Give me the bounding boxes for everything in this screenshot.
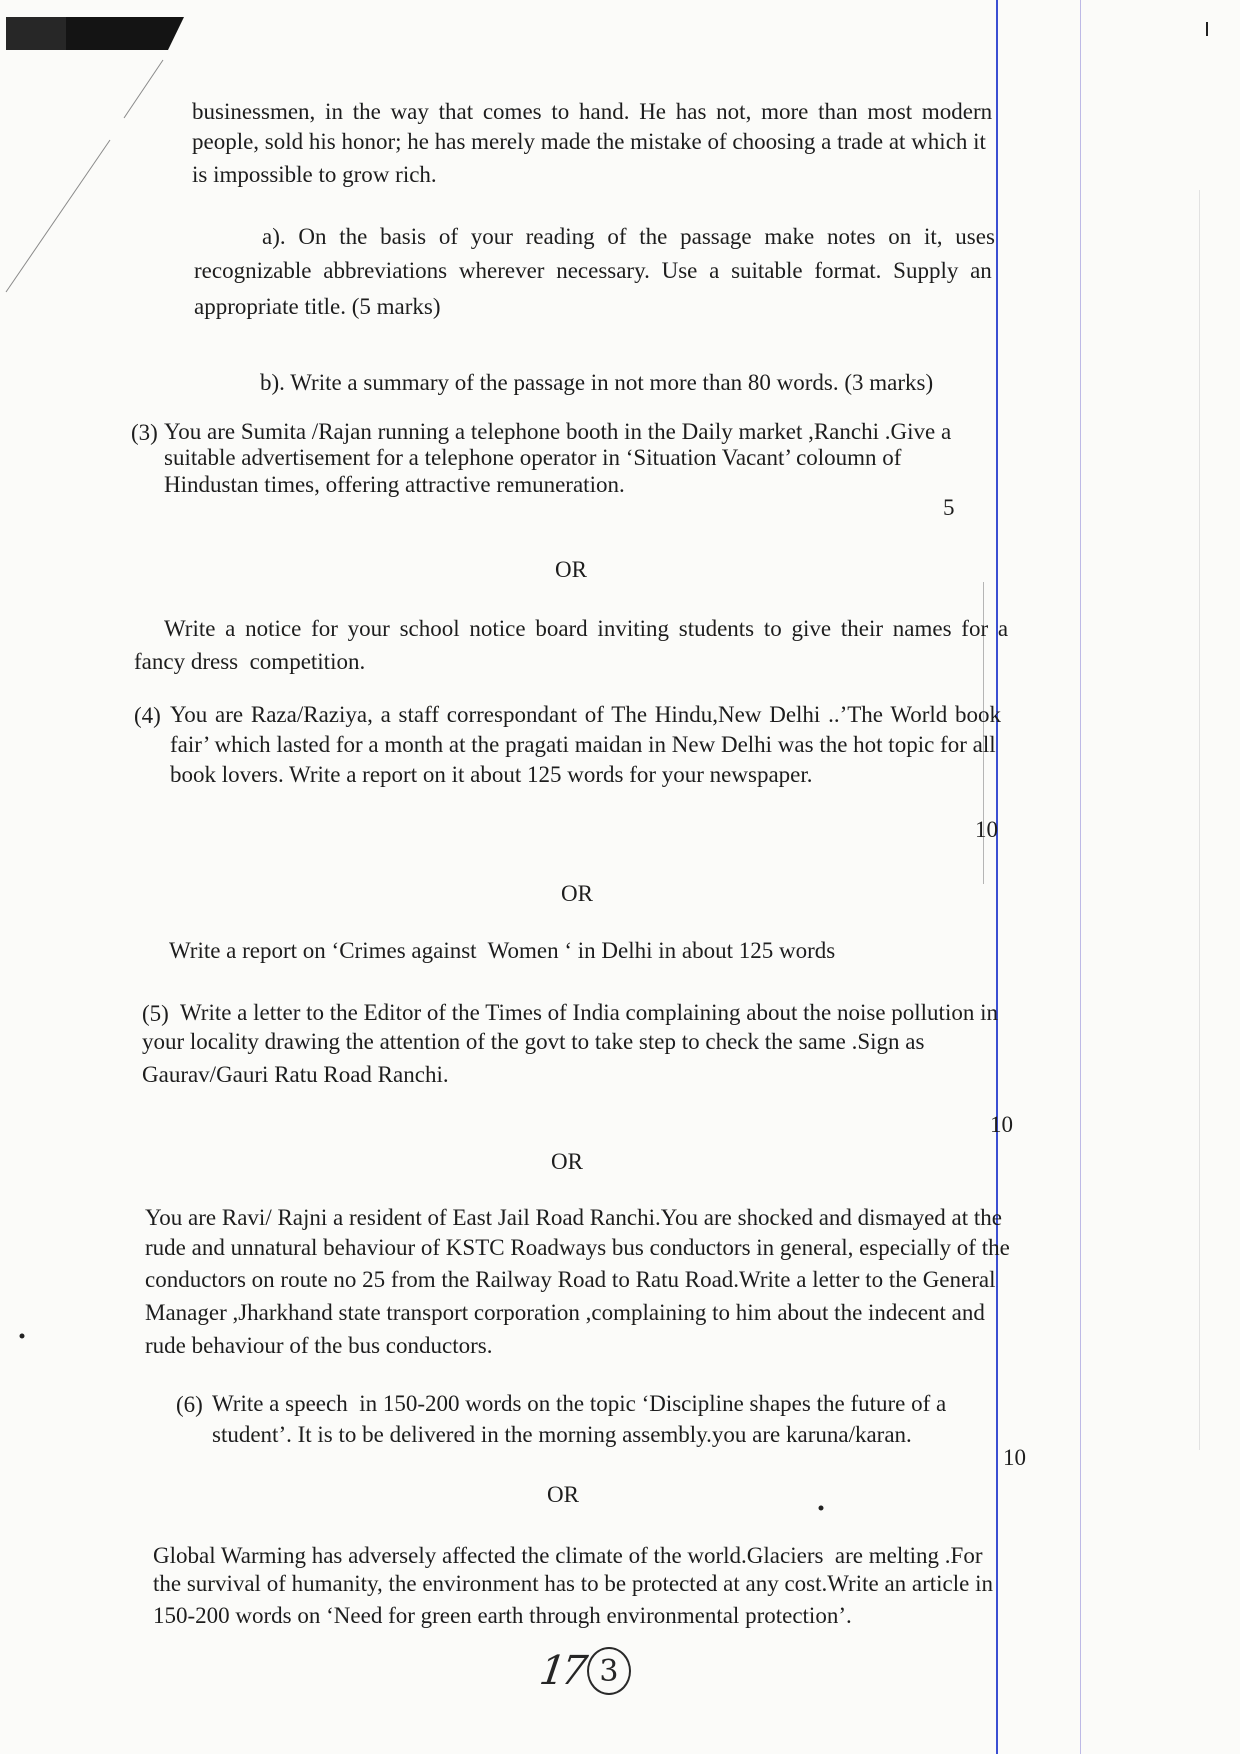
question-line: your locality drawing the attention of the govt to take step to check the same .Sign as [142, 1029, 925, 1054]
alternative-question-line: Write a report on ‘Crimes against Women ‘ in Delhi in about 125 words [169, 938, 836, 963]
or-separator: OR [547, 1482, 579, 1507]
margin-rule-blue [996, 0, 998, 1754]
or-separator: OR [561, 881, 593, 906]
part-a-line: recognizable abbreviations wherever necessary. Use a suitable format. Supply an [194, 258, 992, 283]
scan-crease-line [124, 60, 163, 118]
question-line: Write a letter to the Editor of the Times of India complaining about the noise pollution in [180, 1000, 998, 1025]
marks-label: 10 [975, 817, 998, 842]
alternative-question-line: Global Warming has adversely affected the climate of the world.Glaciers are melting .For [153, 1543, 983, 1568]
question-number: (5) [142, 1001, 169, 1026]
question-line: You are Sumita /Rajan running a telephone booth in the Daily market ,Ranchi .Give a [164, 419, 952, 444]
handwritten-page-mark [536, 1645, 631, 1697]
part-b-line: b). Write a summary of the passage in not more than 80 words. (3 marks) [260, 370, 934, 395]
scan-streak [1199, 190, 1200, 1450]
circled-sheet-number: 3 [587, 1647, 631, 1695]
alternative-question-line: conductors on route no 25 from the Railway Road to Ratu Road.Write a letter to the General [145, 1267, 996, 1292]
part-a-line: appropriate title. (5 marks) [194, 294, 441, 319]
alternative-question-line: 150-200 words on ‘Need for green earth through environmental protection’. [153, 1603, 852, 1628]
scan-speck [20, 1334, 25, 1339]
passage-line: businessmen, in the way that comes to hand. He has not, more than most modern [192, 99, 993, 124]
question-line: Hindustan times, offering attractive remuneration. [164, 472, 625, 497]
question-number: (3) [131, 420, 158, 445]
alternative-question-line: the survival of humanity, the environment has to be protected at any cost.Write an article in [153, 1571, 994, 1596]
question-line: fair’ which lasted for a month at the pragati maidan in New Delhi was the hot topic for all [170, 732, 996, 757]
scan-edge-shade [6, 17, 66, 50]
scan-crease-line [6, 140, 110, 292]
handwritten-page-number: 17 [536, 1648, 587, 1694]
scan-speck [819, 1506, 824, 1511]
passage-line: people, sold his honor; he has merely made the mistake of choosing a trade at which it [192, 129, 986, 154]
margin-rule-faint [1080, 0, 1081, 1754]
marks-label: 10 [990, 1112, 1013, 1137]
alternative-question-line: Manager ,Jharkhand state transport corporation ,complaining to him about the indecent and [145, 1300, 985, 1325]
part-a-line: a). On the basis of your reading of the passage make notes on it, uses [262, 224, 995, 249]
alternative-question-line: rude and unnatural behaviour of KSTC Roadways bus conductors in general, especially of the [145, 1235, 1010, 1260]
question-line: You are Raza/Raziya, a staff correspondant of The Hindu,New Delhi ..’The World book [170, 702, 1001, 727]
or-separator: OR [551, 1149, 583, 1174]
alternative-question-line: fancy dress competition. [134, 649, 366, 674]
question-line: student’. It is to be delivered in the morning assembly.you are karuna/karan. [212, 1422, 912, 1447]
top-right-tick-mark [1206, 22, 1208, 36]
marks-label: 10 [1003, 1445, 1026, 1470]
passage-line: is impossible to grow rich. [192, 162, 437, 187]
alternative-question-line: Write a notice for your school notice board inviting students to give their names for a [164, 616, 1009, 641]
question-line: Write a speech in 150-200 words on the topic ‘Discipline shapes the future of a [212, 1391, 947, 1416]
question-number: (4) [134, 703, 161, 728]
question-line: Gaurav/Gauri Ratu Road Ranchi. [142, 1062, 449, 1087]
marks-label: 5 [943, 495, 955, 520]
question-line: suitable advertisement for a telephone operator in ‘Situation Vacant’ coloumn of [164, 445, 902, 470]
or-separator: OR [555, 557, 587, 582]
question-line: book lovers. Write a report on it about 125 words for your newspaper. [170, 762, 813, 787]
question-number: (6) [176, 1392, 203, 1417]
alternative-question-line: rude behaviour of the bus conductors. [145, 1333, 493, 1358]
alternative-question-line: You are Ravi/ Rajni a resident of East Jail Road Ranchi.You are shocked and dismayed at the [145, 1205, 1003, 1230]
